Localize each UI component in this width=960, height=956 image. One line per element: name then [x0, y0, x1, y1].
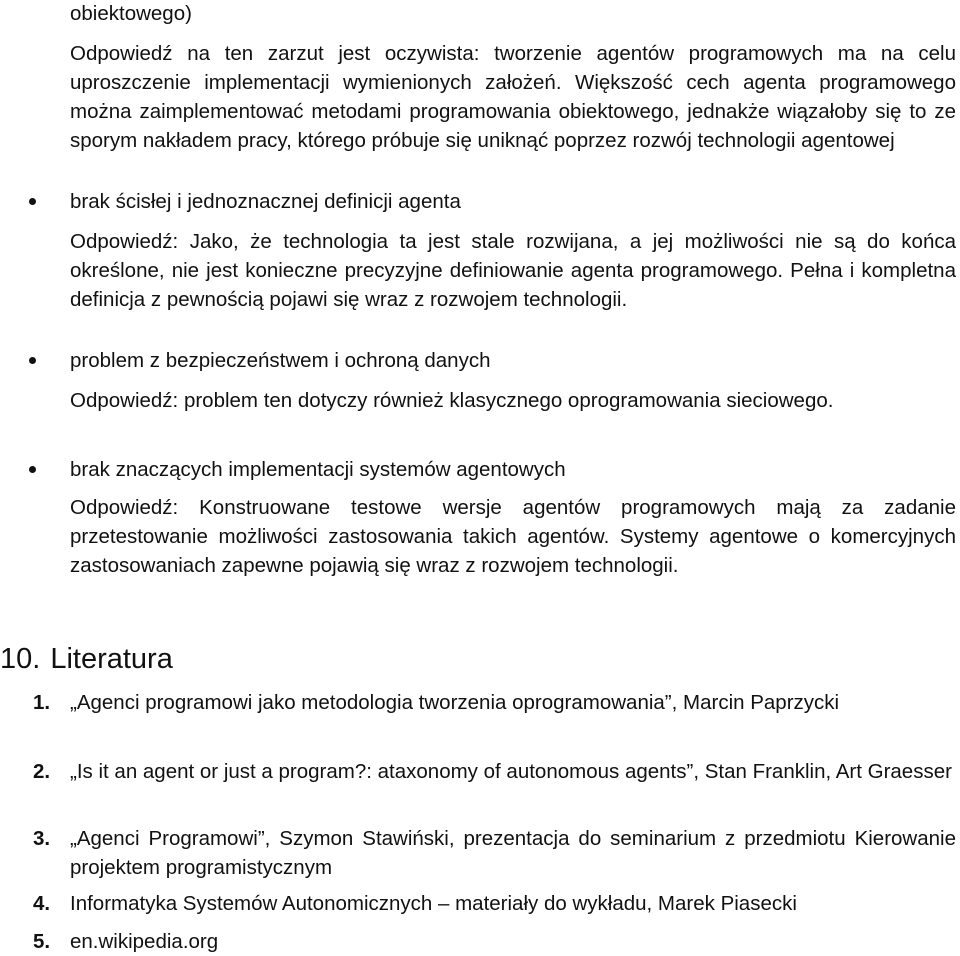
answer-paragraph: Odpowiedź: Konstruowane testowe wersje agentów programowych mają za zadanie przetestowanie możliwości zastosowania takich agentów. Systemy agentowe o komercyjnych zastosowaniach zapewne pojawią się wraz z rozwojem technologii.	[70, 496, 956, 577]
bullet-label: brak znaczących implementacji systemów agentowych	[70, 458, 566, 481]
bullet-label: problem z bezpieczeństwem i ochroną danych	[70, 349, 491, 372]
reference-number: 2.	[33, 760, 51, 783]
intro-paragraph: Odpowiedź na ten zarzut jest oczywista: tworzenie agentów programowych ma na celu uproszczenie implementacji wymienionych założeń. Większość cech agenta programowego można zaimplementować metodami programowania obiektowego, jednakże wiązałoby się to ze sporym nakładem pracy, którego próbuje się uniknąć poprzez rozwój technologii agentowej	[70, 42, 956, 152]
reference-number: 1.	[33, 691, 51, 714]
reference-text: „Agenci programowi jako metodologia tworzenia oprogramowania”, Marcin Paprzycki	[70, 691, 840, 714]
reference-number: 3.	[33, 827, 51, 850]
section-number: 10.	[0, 643, 41, 675]
answer-paragraph: Odpowiedź: problem ten dotyczy również klasycznego oprogramowania sieciowego.	[70, 389, 834, 412]
bullet-icon	[29, 466, 36, 473]
top-fragment: obiektowego)	[70, 2, 192, 25]
bullet-item	[0, 187, 960, 216]
reference-number: 5.	[33, 930, 51, 953]
reference-text: Informatyka Systemów Autonomicznych – materiały do wykładu, Marek Piasecki	[70, 892, 797, 915]
reference-number: 4.	[33, 892, 51, 915]
reference-text: „Agenci Programowi”, Szymon Stawiński, prezentacja do seminarium z przedmiotu Kierowanie projektem programistycznym	[70, 827, 956, 879]
reference-text: en.wikipedia.org	[70, 930, 219, 953]
bullet-item	[0, 346, 960, 375]
section-title: Literatura	[50, 643, 173, 675]
bullet-item	[0, 455, 960, 484]
bullet-icon	[29, 198, 36, 205]
bullet-label: brak ścisłej i jednoznacznej definicji agenta	[70, 190, 461, 213]
section-heading	[0, 641, 173, 677]
answer-paragraph: Odpowiedź: Jako, że technologia ta jest stale rozwijana, a jej możliwości nie są do końca określone, nie jest konieczne precyzyjne definiowanie agenta programowego. Pełna i kompletna definicja z pewnością pojawi się wraz z rozwojem technologii.	[70, 230, 956, 311]
bullet-icon	[29, 357, 36, 364]
reference-text: „Is it an agent or just a program?: ataxonomy of autonomous agents”, Stan Franklin, Art Graesser	[70, 760, 952, 783]
